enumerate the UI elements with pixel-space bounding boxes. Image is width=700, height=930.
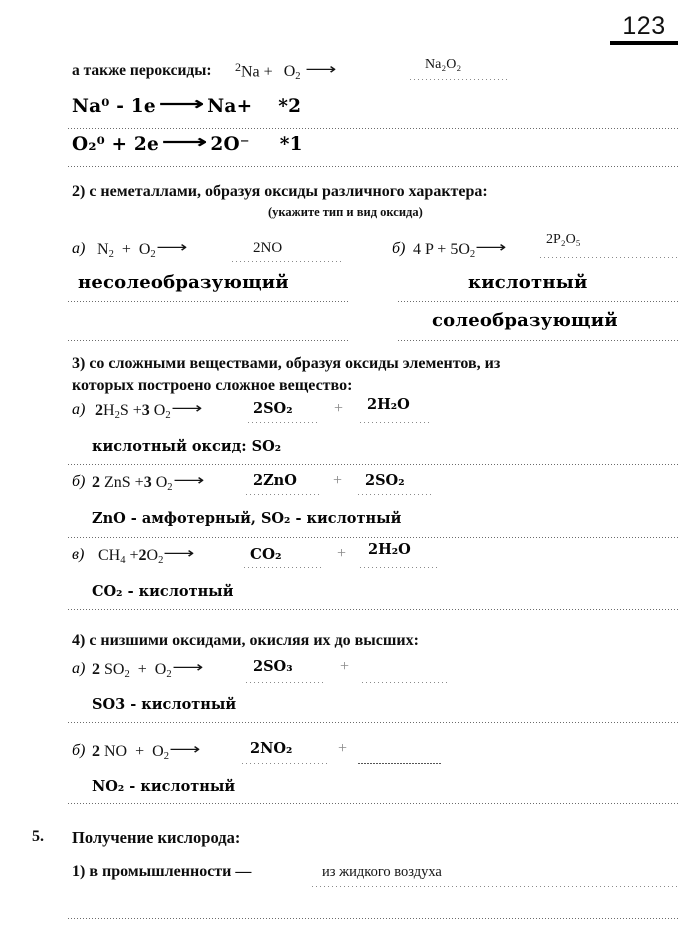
halfreaction-1-factor: *2 <box>278 96 302 117</box>
answer-rule[interactable] <box>358 494 432 495</box>
writing-rule[interactable] <box>398 340 680 341</box>
section3-heading-line1: 3) со сложными веществами, образуя оксиды элементов, из <box>72 355 501 372</box>
section5-item1-label: 1) в промышленности — <box>72 863 252 880</box>
answer-2b-product[interactable]: 2P₂O₅ <box>546 232 581 247</box>
writing-rule[interactable] <box>68 340 348 341</box>
answer-rule[interactable] <box>410 79 510 80</box>
answer-rule[interactable] <box>358 763 442 764</box>
section4-heading: 4) с низшими оксидами, окисляя их до высших: <box>72 632 419 649</box>
halfreaction-1[interactable] <box>72 95 301 117</box>
peroxide-answer[interactable]: Na₂O₂ <box>425 57 462 72</box>
writing-rule[interactable] <box>68 166 680 167</box>
writing-rule[interactable] <box>68 803 680 804</box>
reaction-arrow-icon: ⟶ <box>171 658 203 676</box>
writing-rule[interactable] <box>68 301 348 302</box>
answer-2b-type[interactable]: кислотный <box>468 272 588 293</box>
writing-rule[interactable] <box>68 537 680 538</box>
halfreaction-2[interactable] <box>72 133 303 155</box>
halfreaction-1-arrow-icon: ⟶ <box>158 93 205 115</box>
answer-rule[interactable] <box>360 422 432 423</box>
section5-number: 5. <box>32 828 44 845</box>
equation-2a <box>97 240 189 259</box>
equation-4b-plus: + <box>338 740 348 757</box>
halfreaction-2-arrow-icon: ⟶ <box>161 131 209 153</box>
equation-4b-reagents: 2 NO + $O_2$ <box>92 743 169 762</box>
item-letter-3a: а) <box>72 401 86 418</box>
reaction-arrow-icon: ⟶ <box>169 740 201 758</box>
reaction-arrow-icon: ⟶ <box>170 399 202 417</box>
equation-4a-plus: + <box>340 658 350 675</box>
peroxide-coefficient: 2 <box>235 60 241 74</box>
answer-3b-product1[interactable]: 2ZnO <box>253 472 297 489</box>
answer-2a-type[interactable]: несолеобразующий <box>78 272 289 293</box>
item-letter-4a: а) <box>72 660 86 677</box>
answer-3v-type[interactable]: CO₂ - кислотный <box>92 583 234 600</box>
answer-rule[interactable] <box>246 682 326 683</box>
answer-3a-type[interactable]: кислотный оксид: SO₂ <box>92 438 282 455</box>
item-letter-3v: в) <box>72 546 85 563</box>
answer-rule[interactable] <box>540 257 680 258</box>
halfreaction-2-factor: *1 <box>279 134 303 155</box>
peroxide-equation <box>235 60 338 81</box>
answer-rule[interactable] <box>360 567 438 568</box>
equation-3b-reagents: 2 ZnS +3 $O_2$ <box>92 474 173 493</box>
equation-2a-reagents: $N_2 + O_2$ <box>97 241 156 260</box>
equation-2b <box>413 240 509 259</box>
page-number-underline <box>610 41 678 45</box>
answer-3a-product1[interactable]: 2SO₂ <box>253 400 293 417</box>
reaction-arrow-icon: ⟶ <box>172 471 204 489</box>
halfreaction-1-left: Na⁰ - 1e <box>72 96 156 117</box>
equation-3a-reagents: $2H_2S +3$ $O_2$ <box>95 402 171 421</box>
reaction-arrow-icon: ⟶ <box>155 238 188 256</box>
answer-rule[interactable] <box>242 763 328 764</box>
answer-3v-product2[interactable]: 2H₂O <box>368 541 411 558</box>
page-number: 123 <box>622 12 666 40</box>
section2-note: (укажите тип и вид оксида) <box>268 205 423 219</box>
halfreaction-2-right: 2O⁻ <box>210 134 250 155</box>
answer-4a-type[interactable]: SO3 - кислотный <box>92 696 237 713</box>
equation-3v <box>98 546 197 565</box>
halfreaction-2-left: O₂⁰ + 2e <box>72 134 159 155</box>
peroxide-plus: + <box>263 63 273 81</box>
equation-4a-reagents: 2 $SO_2 + O_2$ <box>92 661 172 680</box>
answer-2b-type2[interactable]: солеобразующий <box>432 310 618 331</box>
writing-rule[interactable] <box>68 128 680 129</box>
equation-3v-plus: + <box>337 545 347 562</box>
answer-3a-product2[interactable]: 2H₂O <box>367 396 410 413</box>
equation-3b <box>92 473 206 492</box>
answer-4b-product1[interactable]: 2NO₂ <box>250 740 293 757</box>
page-number-block <box>610 14 678 45</box>
answer-rule[interactable] <box>244 567 324 568</box>
writing-rule[interactable] <box>398 301 680 302</box>
answer-rule[interactable] <box>246 494 320 495</box>
answer-3v-product1[interactable]: CO₂ <box>250 545 282 563</box>
reaction-arrow-icon: ⟶ <box>304 60 336 79</box>
item-letter-3b: б) <box>72 473 86 490</box>
answer-rule[interactable] <box>362 682 450 683</box>
answer-3b-type[interactable]: ZnO - амфотерный, SO₂ - кислотный <box>92 510 402 527</box>
equation-4b <box>92 742 202 761</box>
equation-3v-reagents: $CH_4 +2O_2$ <box>98 547 164 566</box>
answer-4a-product1[interactable]: 2SO₃ <box>253 658 293 675</box>
writing-rule[interactable] <box>68 918 680 919</box>
answer-4b-type[interactable]: NO₂ - кислотный <box>92 778 236 795</box>
writing-rule[interactable] <box>68 722 680 723</box>
equation-4a <box>92 660 205 679</box>
peroxide-o2: $O_2$ <box>283 63 301 83</box>
equation-2b-reagents: 4 $P + 5O_2$ <box>413 241 476 260</box>
reaction-arrow-icon: ⟶ <box>163 544 195 562</box>
peroxide-lead-text: а также пероксиды: <box>72 62 212 79</box>
section3-heading-line2: которых построено сложное вещество: <box>72 377 353 394</box>
item-letter-4b: б) <box>72 742 86 759</box>
equation-3a <box>95 401 204 420</box>
section2-heading: 2) с неметаллами, образуя оксиды различного характера: <box>72 183 488 200</box>
writing-rule[interactable] <box>68 464 680 465</box>
answer-5-1[interactable]: из жидкого воздуха <box>322 864 442 880</box>
writing-rule[interactable] <box>68 609 680 610</box>
peroxide-na: Na <box>241 63 260 81</box>
equation-3a-plus: + <box>334 400 344 417</box>
section5-heading: Получение кислорода: <box>72 828 241 847</box>
answer-rule[interactable] <box>248 422 320 423</box>
answer-rule[interactable] <box>232 261 342 262</box>
reaction-arrow-icon: ⟶ <box>475 238 507 256</box>
item-letter-2a: а) <box>72 240 86 257</box>
equation-3b-plus: + <box>333 472 343 489</box>
item-letter-2b: б) <box>392 240 406 257</box>
halfreaction-1-right: Na+ <box>207 96 253 117</box>
answer-rule[interactable] <box>312 886 680 887</box>
answer-3b-product2[interactable]: 2SO₂ <box>365 472 405 489</box>
answer-2a-product[interactable]: 2NO <box>253 240 283 256</box>
